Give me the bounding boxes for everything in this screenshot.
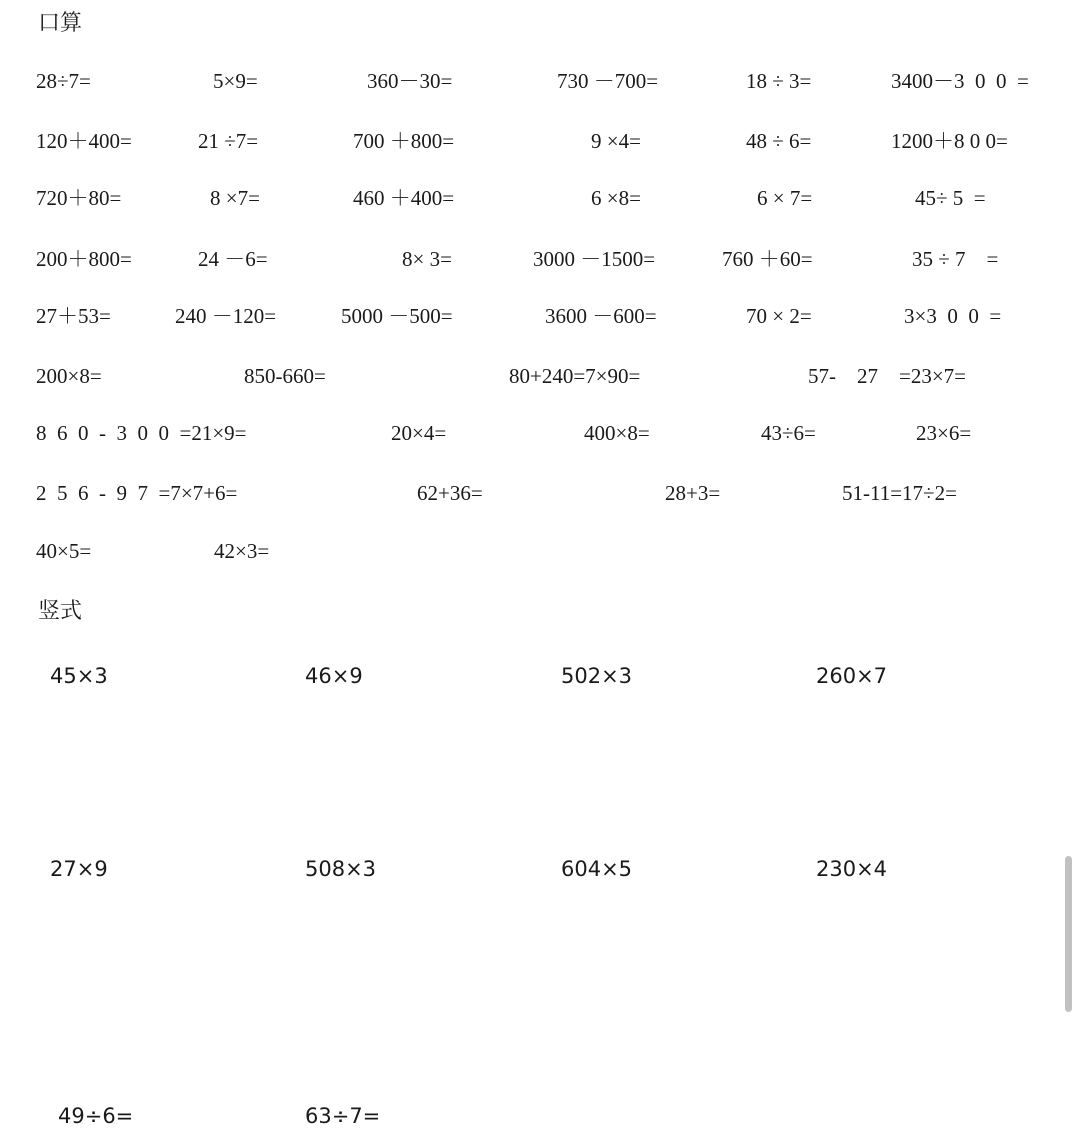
oral-problem: 700 ＋800= [353,129,455,153]
oral-problem: 62+36= [417,481,483,505]
oral-problem: 720＋80= [36,186,122,210]
oral-problem: 35 ÷ 7 = [912,247,999,271]
oral-problem: 3×3 0 0 = [904,304,1002,328]
oral-problem: 5×9= [213,69,258,93]
oral-problem: 360－30= [367,69,453,93]
oral-problem: 460 ＋400= [353,186,455,210]
vertical-problem: 230×4 [816,857,888,881]
oral-problem: 51-11=17÷2= [842,481,957,505]
oral-problem: 200＋800= [36,247,132,271]
oral-problem: 45÷ 5 = [915,186,986,210]
vertical-problem: 63÷7= [305,1104,381,1128]
oral-problem: 6 ×8= [591,186,641,210]
oral-problem: 760 ＋60= [722,247,813,271]
oral-problem: 120＋400= [36,129,132,153]
oral-problem: 80+240=7×90= [509,364,641,388]
oral-problem: 5000 －500= [341,304,453,328]
oral-problem: 8 6 0 - 3 0 0 =21×9= [36,421,247,445]
oral-problem: 200×8= [36,364,102,388]
oral-problem: 9 ×4= [591,129,641,153]
oral-problem: 28+3= [665,481,721,505]
oral-problem: 8 ×7= [210,186,260,210]
oral-problem: 3400－3 0 0 = [891,69,1029,93]
vertical-problem: 45×3 [50,664,108,688]
oral-problem: 1200＋8 0 0= [891,129,1008,153]
oral-problem: 70 × 2= [746,304,812,328]
oral-problem: 240 －120= [175,304,277,328]
vertical-problem: 508×3 [305,857,377,881]
oral-problem: 43÷6= [761,421,816,445]
oral-problem: 57- 27 =23×7= [808,364,967,388]
vertical-problem: 46×9 [305,664,363,688]
oral-problem: 8× 3= [402,247,452,271]
vertical-problem: 49÷6= [58,1104,134,1128]
oral-problem: 24 －6= [198,247,268,271]
vertical-calculation-heading: 竖式 [38,599,83,624]
scrollbar-thumb[interactable] [1065,856,1072,1012]
vertical-problem: 27×9 [50,857,108,881]
vertical-problem: 502×3 [561,664,633,688]
oral-problem: 2 5 6 - 9 7 =7×7+6= [36,481,238,505]
oral-problem: 3000 －1500= [533,247,656,271]
oral-problem: 3600 －600= [545,304,657,328]
oral-problem: 48 ÷ 6= [746,129,812,153]
oral-problem: 23×6= [916,421,972,445]
oral-problem: 730 －700= [557,69,659,93]
oral-problem: 400×8= [584,421,650,445]
oral-problem: 28÷7= [36,69,91,93]
vertical-problem: 604×5 [561,857,633,881]
oral-problem: 6 × 7= [757,186,813,210]
oral-problem: 40×5= [36,539,92,563]
oral-calculation-heading: 口算 [38,11,83,36]
oral-problem: 850-660= [244,364,326,388]
oral-problem: 21 ÷7= [198,129,259,153]
oral-problem: 18 ÷ 3= [746,69,812,93]
oral-problem: 42×3= [214,539,270,563]
vertical-problem: 260×7 [816,664,888,688]
oral-problem: 20×4= [391,421,447,445]
oral-problem: 27＋53= [36,304,111,328]
